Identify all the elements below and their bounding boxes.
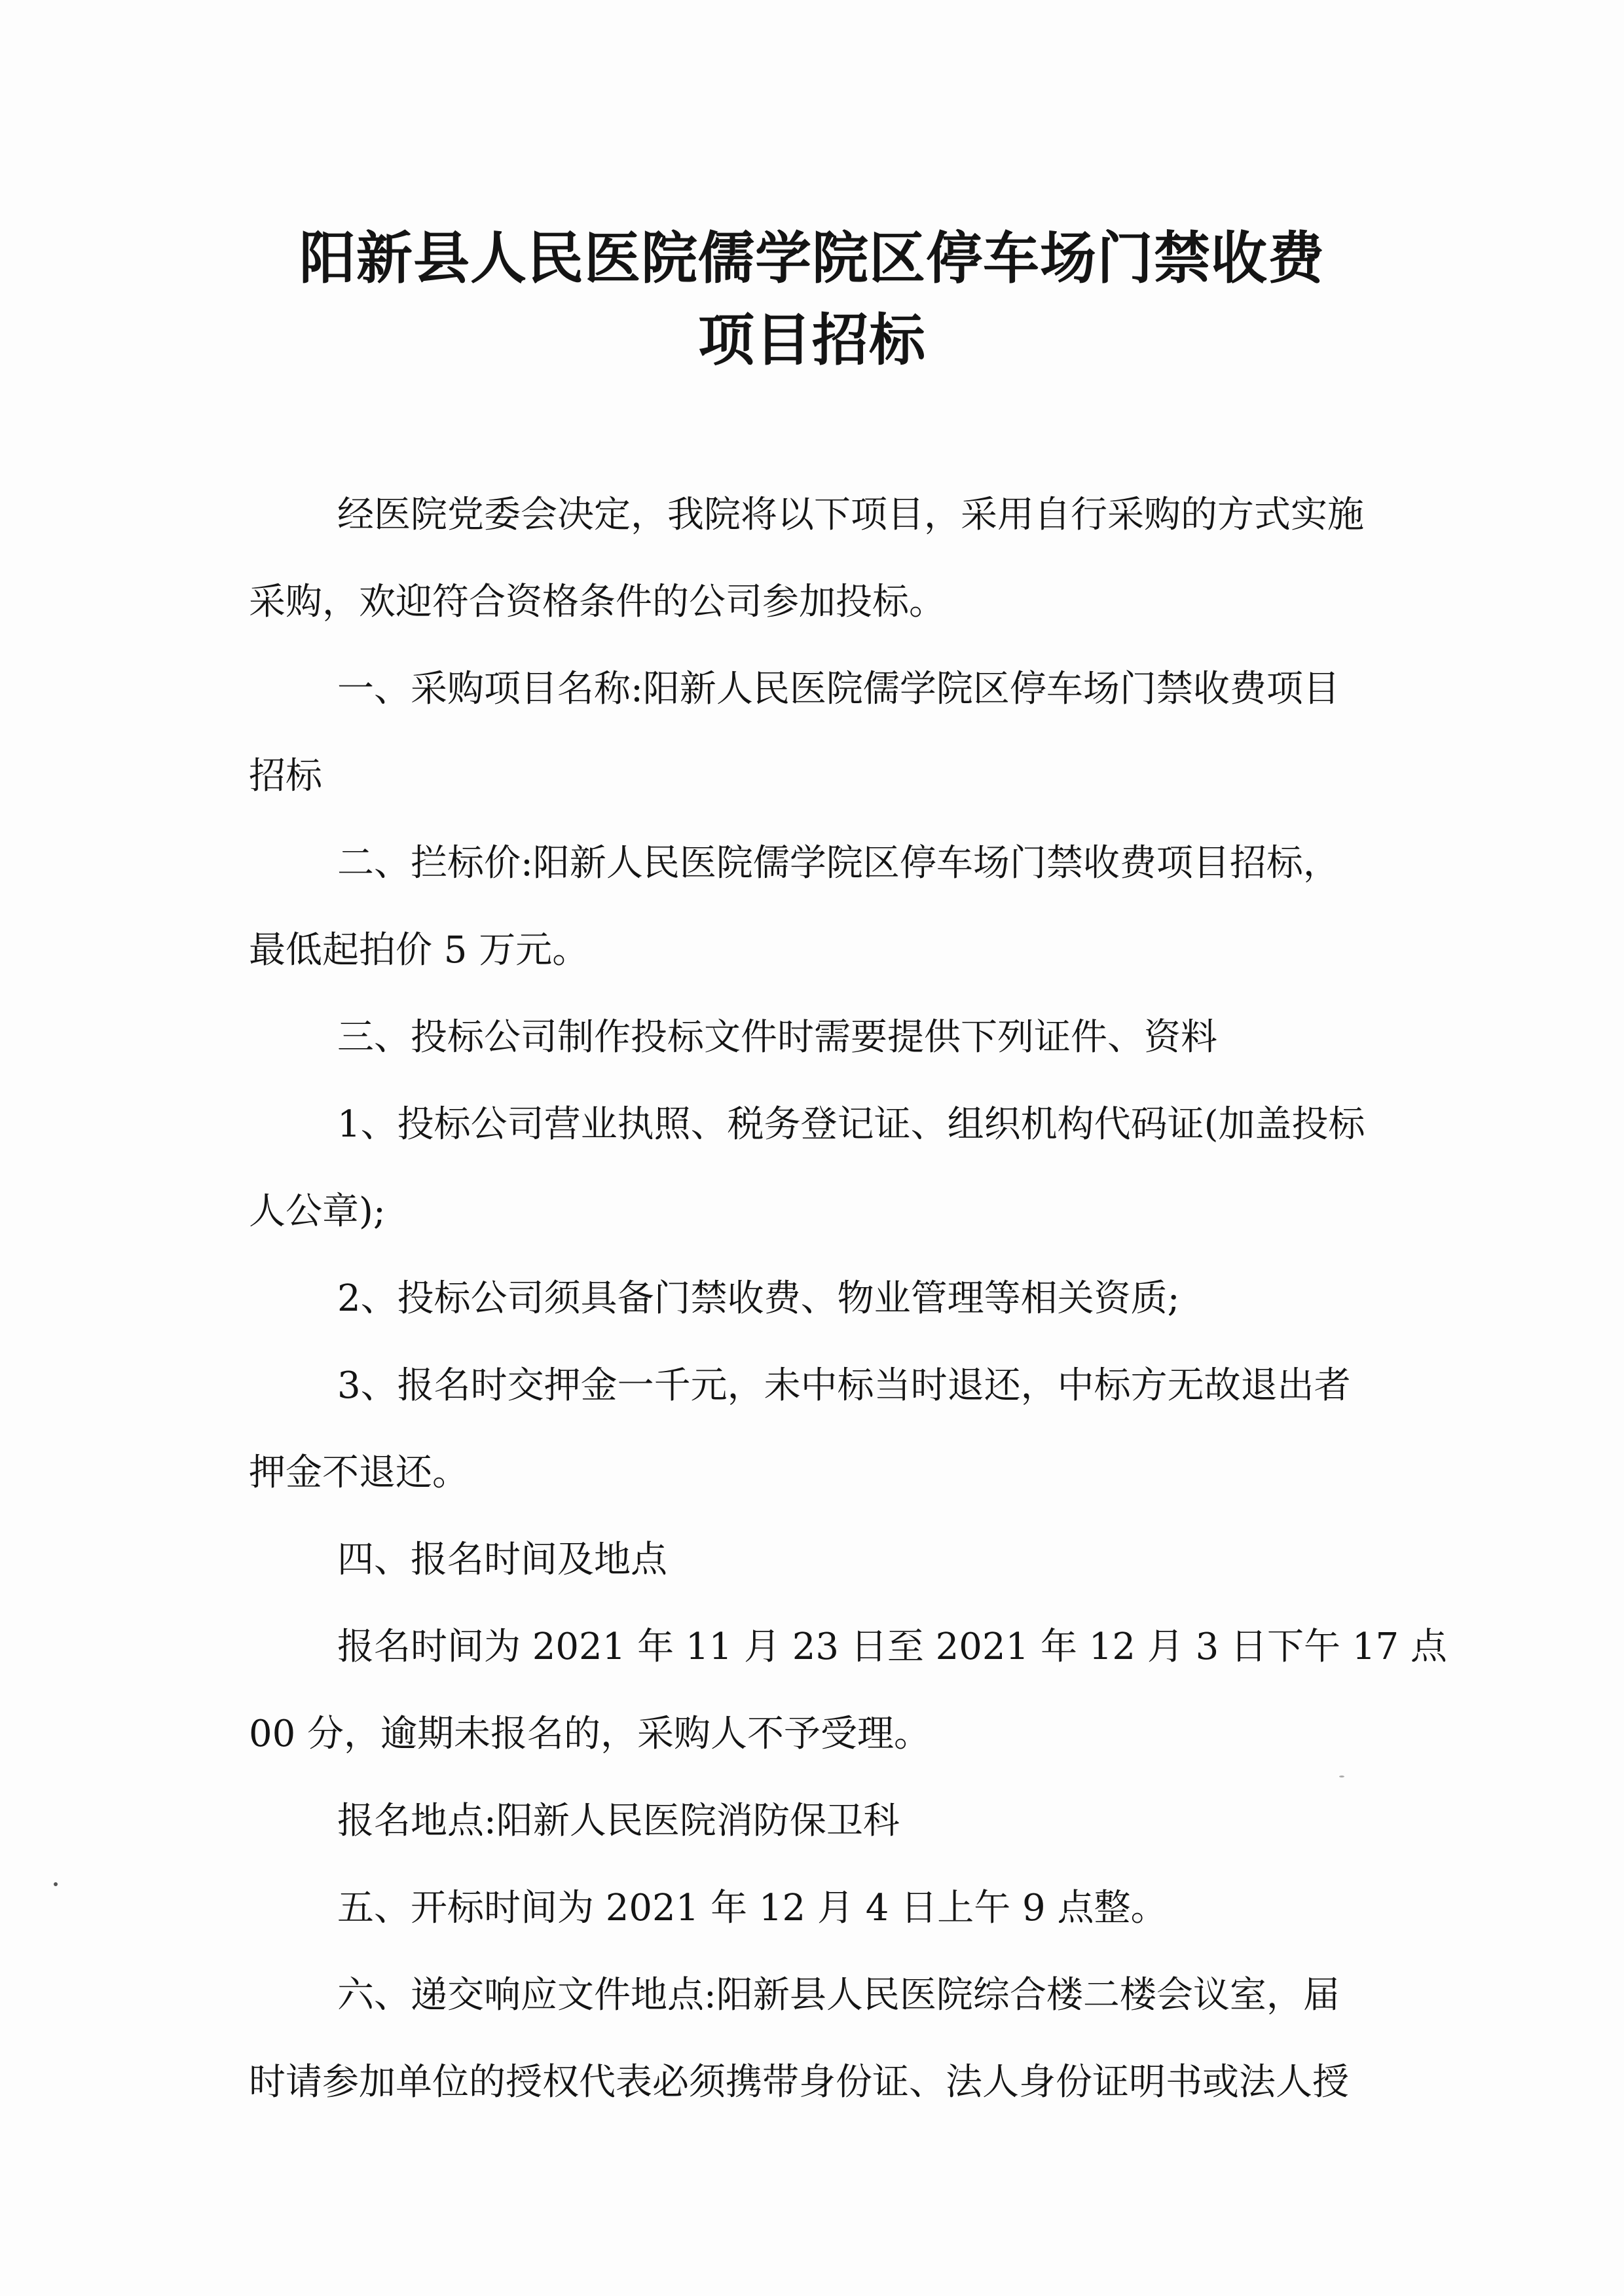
scan-speck <box>54 1882 58 1886</box>
section-6-submission-cont: 时请参加单位的授权代表必须携带身份证、法人身份证明书或法人授 <box>249 2061 1349 2104</box>
section-5-opening-time: 五、开标时间为 2021 年 12 月 4 日上午 9 点整。 <box>337 1887 1168 1929</box>
section-3-item-3: 3、报名时交押金一千元，未中标当时退还，中标方无故退出者 <box>337 1364 1351 1407</box>
registration-location: 报名地点:阳新人民医院消防保卫科 <box>337 1800 900 1842</box>
registration-time-cont: 00 分，逾期未报名的，采购人不予受理。 <box>249 1713 931 1755</box>
section-2-ceiling-price: 二、拦标价:阳新人民医院儒学院区停车场门禁收费项目招标， <box>337 842 1340 884</box>
section-3-item-1: 1、投标公司营业执照、税务登记证、组织机构代码证(加盖投标 <box>337 1103 1365 1146</box>
section-3-item-2: 2、投标公司须具备门禁收费、物业管理等相关资质; <box>337 1277 1180 1320</box>
section-3-item-1-cont: 人公章); <box>249 1190 386 1233</box>
document-title-line-1: 阳新县人民医院儒学院区停车场门禁收费 <box>299 226 1325 291</box>
registration-time: 报名时间为 2021 年 11 月 23 日至 2021 年 12 月 3 日下午 17 点 <box>337 1626 1447 1668</box>
section-4-heading: 四、报名时间及地点 <box>337 1539 667 1581</box>
intro-paragraph-line-2: 采购，欢迎符合资格条件的公司参加投标。 <box>249 581 946 623</box>
section-1-project-name: 一、采购项目名称:阳新人民医院儒学院区停车场门禁收费项目 <box>337 668 1340 710</box>
section-3-heading: 三、投标公司制作投标文件时需要提供下列证件、资料 <box>337 1016 1217 1059</box>
section-6-submission-location: 六、递交响应文件地点:阳新县人民医院综合楼二楼会议室，届 <box>337 1974 1340 2016</box>
document-title-line-2: 项目招标 <box>698 308 926 373</box>
section-2-starting-price: 最低起拍价 5 万元。 <box>249 929 589 972</box>
scan-speck <box>1339 1776 1344 1777</box>
section-3-item-3-cont: 押金不退还。 <box>249 1451 469 1494</box>
intro-paragraph-line-1: 经医院党委会决定，我院将以下项目，采用自行采购的方式实施 <box>337 494 1364 536</box>
section-1-project-name-cont: 招标 <box>249 755 322 797</box>
